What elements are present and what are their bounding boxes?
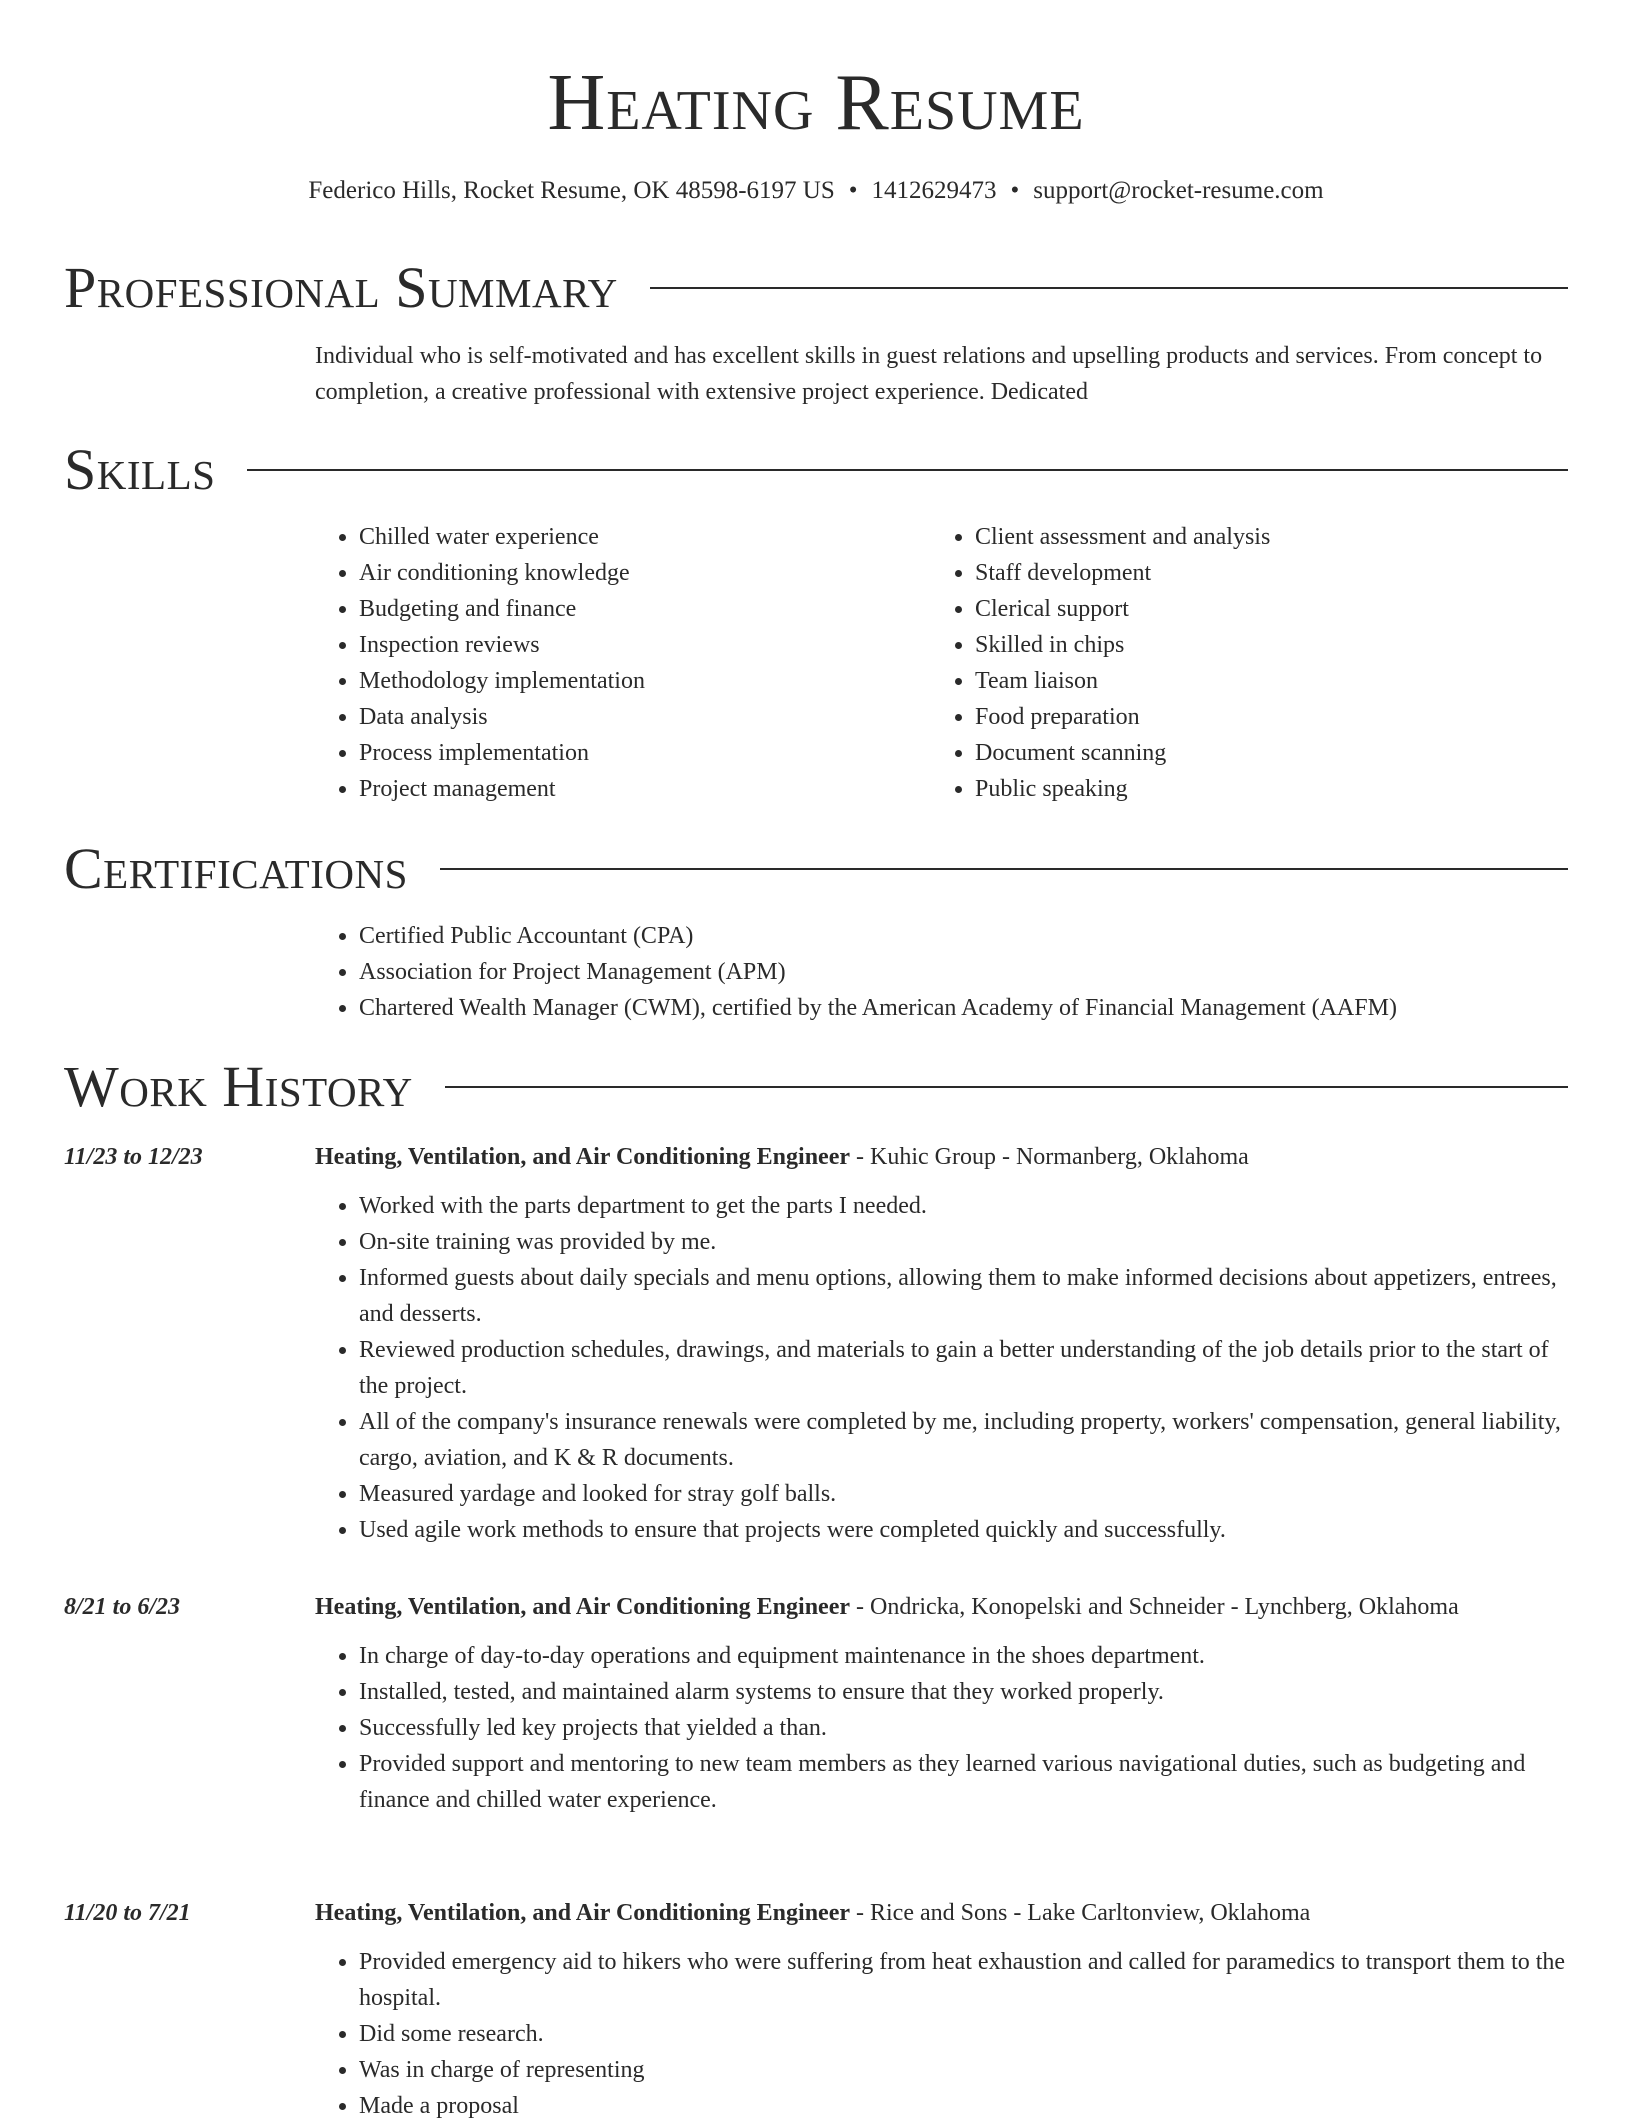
skill-item: • Document scanning [975, 735, 1531, 771]
job-bullets [315, 1188, 1568, 1548]
section-divider [440, 868, 1568, 870]
resume-name: Heating Resume [547, 59, 1085, 147]
job-bullets [315, 1944, 1568, 2124]
section-divider [445, 1086, 1568, 1088]
skill-item: • Skilled in chips [975, 627, 1531, 663]
job-bullet: • Worked with the parts department to get the parts I needed. [359, 1188, 1568, 1224]
job-bullet: • All of the company's insurance renewals were completed by me, including property, workers' compensation, general liability, cargo, aviation, and K & R documents. [359, 1404, 1568, 1476]
job-heading [315, 1588, 1568, 1626]
section-divider [650, 287, 1568, 289]
contact-phone: 1412629473 [871, 177, 997, 204]
skill-item: • Inspection reviews [359, 627, 915, 663]
job-bullet: • Successfully led key projects that yielded a than. [359, 1710, 1568, 1746]
section-title-certifications: Certifications [64, 836, 408, 901]
job-company: - Kuhic Group - Normanberg, Oklahoma [850, 1144, 1249, 1170]
skill-item: • Public speaking [975, 771, 1531, 807]
job-title: Heating, Ventilation, and Air Conditioning Engineer [315, 1144, 850, 1170]
job-dates: 11/20 to 7/21 [64, 1900, 191, 1926]
job-bullet: • Did some research. [359, 2016, 1568, 2052]
job-bullet: • Was in charge of representing [359, 2052, 1568, 2088]
section-header-certifications [64, 833, 1568, 905]
job-dates: 8/21 to 6/23 [64, 1594, 181, 1620]
skill-item: • Methodology implementation [359, 663, 915, 699]
skill-item: • Team liaison [975, 663, 1531, 699]
certifications-block [315, 918, 1568, 1026]
skill-item: • Client assessment and analysis [975, 519, 1531, 555]
skill-item: • Data analysis [359, 699, 915, 735]
job-bullet: • On-site training was provided by me. [359, 1224, 1568, 1260]
skills-column-right [931, 519, 1531, 807]
job-bullet: • Installed, tested, and maintained alarm systems to ensure that they worked properly. [359, 1674, 1568, 1710]
job-heading [315, 1138, 1568, 1176]
contact-separator: • [1010, 177, 1020, 204]
job-title: Heating, Ventilation, and Air Conditioning Engineer [315, 1594, 850, 1620]
skills-column-left [315, 519, 915, 807]
job-company: - Ondricka, Konopelski and Schneider - Lynchberg, Oklahoma [850, 1594, 1459, 1620]
section-header-skills [64, 434, 1568, 506]
job-bullet: • Made a proposal [359, 2088, 1568, 2124]
job-dates: 11/23 to 12/23 [64, 1144, 203, 1170]
job-bullet: • Informed guests about daily specials and menu options, allowing them to make informed decisions about appetizers, entrees, and desserts. [359, 1260, 1568, 1332]
job-title: Heating, Ventilation, and Air Conditioning Engineer [315, 1900, 850, 1926]
skills-list-left [315, 519, 915, 807]
section-title-work-history: Work History [64, 1054, 413, 1119]
certification-item: • Association for Project Management (APM) [359, 954, 1568, 990]
summary-text: Individual who is self-motivated and has excellent skills in guest relations and upselling products and services. From concept to completion, a creative professional with extensive project experience. Dedicated [315, 343, 1543, 405]
job-bullet: • Provided emergency aid to hikers who were suffering from heat exhaustion and called for paramedics to transport them to the hospital. [359, 1944, 1568, 2016]
job-details [315, 1894, 1568, 2124]
section-header-work-history [64, 1051, 1568, 1123]
section-header-summary [64, 252, 1568, 324]
certification-item: • Certified Public Accountant (CPA) [359, 918, 1568, 954]
skill-item: • Food preparation [975, 699, 1531, 735]
certification-item: • Chartered Wealth Manager (CWM), certified by the American Academy of Financial Management (AAFM) [359, 990, 1568, 1026]
job-bullet: • Provided support and mentoring to new team members as they learned various navigational duties, such as budgeting and finance and chilled water experience. [359, 1746, 1568, 1818]
skill-item: • Project management [359, 771, 915, 807]
skill-item: • Chilled water experience [359, 519, 915, 555]
job-heading [315, 1894, 1568, 1932]
job-bullets [315, 1638, 1568, 1818]
skill-item: • Clerical support [975, 591, 1531, 627]
contact-email: support@rocket-resume.com [1033, 177, 1324, 204]
section-title-skills: Skills [64, 437, 216, 502]
job-bullet: • Reviewed production schedules, drawings, and materials to gain a better understanding of the job details prior to the start of the project. [359, 1332, 1568, 1404]
certifications-list [315, 918, 1568, 1026]
skill-item: • Budgeting and finance [359, 591, 915, 627]
section-divider [247, 469, 1568, 471]
contact-separator: • [848, 177, 858, 204]
job-details [315, 1588, 1568, 1818]
job-company: - Rice and Sons - Lake Carltonview, Oklahoma [850, 1900, 1311, 1926]
section-title-summary: Professional Summary [64, 255, 618, 320]
skill-item: • Staff development [975, 555, 1531, 591]
skill-item: • Process implementation [359, 735, 915, 771]
contact-address: Federico Hills, Rocket Resume, OK 48598-6197 US [308, 177, 835, 204]
job-details [315, 1138, 1568, 1548]
skill-item: • Air conditioning knowledge [359, 555, 915, 591]
job-bullet: • Used agile work methods to ensure that projects were completed quickly and successfully. [359, 1512, 1568, 1548]
job-bullet: • Measured yardage and looked for stray golf balls. [359, 1476, 1568, 1512]
contact-line [0, 173, 1632, 209]
job-bullet: • In charge of day-to-day operations and equipment maintenance in the shoes department. [359, 1638, 1568, 1674]
skills-list-right [931, 519, 1531, 807]
